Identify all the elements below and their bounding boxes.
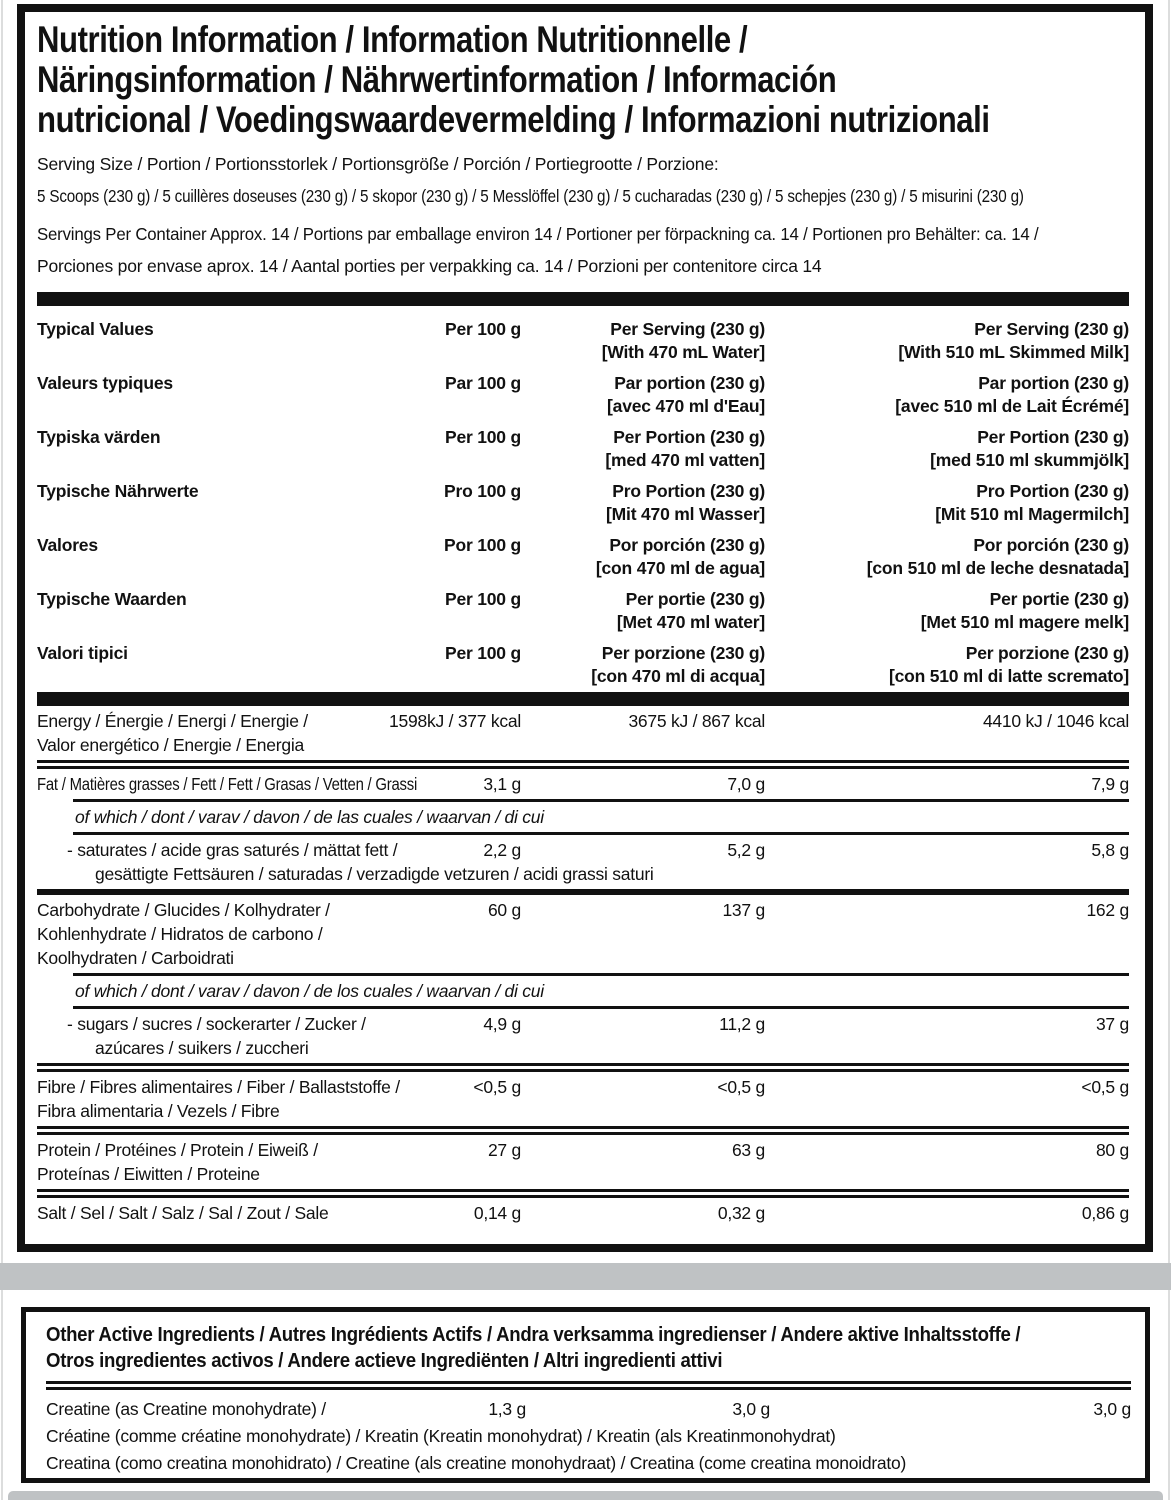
divider-bar-bottom [37,692,1129,706]
value-serving-water: 5,2 g [727,840,765,860]
gray-separator-bar [0,1263,1171,1290]
column-headers [37,310,1129,688]
header-label: Valores [37,535,98,555]
value-serving-milk: <0,5 g [1081,1077,1129,1097]
header-per100: Per 100 g [444,643,521,663]
row-label: Fat / Matières grasses / Fett / Fett / Grasas / Vetten / Grassi [37,774,418,794]
value-serving-water: 63 g [731,1140,765,1160]
header-per-serving-water: Per portie (230 g) [Met 470 ml water] [616,589,765,632]
header-label: Typical Values [37,319,154,339]
other-ingredients-panel [21,1307,1150,1483]
rule [37,1063,1129,1072]
gray-separator-bar-bottom [8,1491,1163,1500]
header-per100: Por 100 g [444,535,521,555]
header-per100: Per 100 g [444,589,521,609]
header-per-serving-water: Per Portion (230 g) [med 470 ml vatten] [605,427,765,470]
header-per-serving-milk: Per Serving (230 g) [With 510 mL Skimmed Milk] [898,319,1129,362]
value-serving-water: 137 g [722,900,765,920]
row-label: Fibre / Fibres alimentaires / Fiber / Ballaststoffe / [37,1077,400,1097]
row-of-which-fat: of which / dont / varav / davon / de las cuales / waarvan / di cui [75,807,544,827]
row-label: Salt / Sel / Salt / Salz / Sal / Zout / Sale [37,1203,329,1223]
servings-per-container-line1: Servings Per Container Approx. 14 / Portions par emballage environ 14 / Portioner per förpackning ca. 14 / Portionen pro Behälter: ca. 14 / [37,224,1039,244]
serving-size-label: Serving Size / Portion / Portionsstorlek / Portionsgröße / Porción / Portiegrootte / Porzione: [37,154,719,174]
row-label: Kohlenhydrate / Hidratos de carbono / [37,924,323,944]
value-serving-milk: 37 g [1095,1014,1129,1034]
header-row-de [37,472,1129,526]
header-per-serving-water: Per Serving (230 g) [With 470 mL Water] [601,319,765,362]
row-creatine-translations [46,1423,1131,1477]
header-row-nl [37,580,1129,634]
row-energy [37,706,1129,760]
header-per-serving-milk: Per Portion (230 g) [med 510 ml skummjölk] [930,427,1129,470]
row-label: Koolhydraten / Carboidrati [37,948,234,968]
servings-per-container-line2: Porciones por envase aprox. 14 / Aantal porties per verpakking ca. 14 / Porzioni per contenitore circa 14 [37,256,822,276]
row-label: Protein / Protéines / Protein / Eiweiß / [37,1140,318,1160]
other-ingredients-title: Other Active Ingredients / Autres Ingrédients Actifs / Andra verksamma ingredienser / Andere aktive Inhaltsstoffe / Otros ingredientes activos / Andere actieve Ingrediënten / Altri ingredienti attivi [46,1324,1021,1372]
row-label: Créatine (comme créatine monohydrate) / Kreatin (Kreatin monohydrat) / Kreatin (als Kreatinmonohydrat) [46,1426,836,1446]
row-label: Proteínas / Eiwitten / Proteine [37,1164,260,1184]
panel-title-line3: nutricional / Voedingswaardevermelding / Informazioni nutrizionali [37,99,990,140]
row-protein [37,1135,1129,1189]
value-serving-milk: 5,8 g [1091,840,1129,860]
value-per100: 0,14 g [473,1203,521,1223]
row-label: Valor energético / Energie / Energia [37,735,304,755]
header-per-serving-water: Por porción (230 g) [con 470 ml de agua] [595,535,765,578]
row-label: gesättigte Fettsäuren / saturadas / verzadigde vetzuren / acidi grassi saturi [95,864,654,884]
value-per100: 1598kJ / 377 kcal [389,711,521,731]
rule [37,1189,1129,1198]
header-label: Typische Waarden [37,589,187,609]
row-label: - sugars / sucres / sockerarter / Zucker / [67,1014,366,1034]
value-serving-milk: 0,86 g [1081,1203,1129,1223]
rule [37,1126,1129,1135]
value-serving-milk: 4410 kJ / 1046 kcal [982,711,1129,731]
row-fat [37,769,1129,799]
row-of-which-carbohydrate: of which / dont / varav / davon / de los cuales / waarvan / di cui [75,981,544,1001]
value-serving-water: 7,0 g [727,774,765,794]
header-per100: Per 100 g [444,319,521,339]
header-per-serving-milk: Por porción (230 g) [con 510 ml de leche desnatada] [866,535,1129,578]
value-per100: 4,9 g [483,1014,521,1034]
rule [46,1381,1131,1390]
panel-title-line2: Näringsinformation / Nährwertinformation / Información [37,59,837,100]
row-carbohydrate [37,895,1129,973]
row-label: Energy / Énergie / Energi / Energie / [37,711,308,731]
serving-info [37,148,1129,282]
header-per-serving-water: Pro Portion (230 g) [Mit 470 ml Wasser] [606,481,765,524]
value-serving-water: 11,2 g [719,1014,765,1034]
value-per100: 27 g [487,1140,521,1160]
row-label: - saturates / acide gras saturés / mättat fett / [67,840,398,860]
row-creatine [46,1396,1131,1423]
value-serving-water: 0,32 g [717,1203,765,1223]
header-per-serving-milk: Per portie (230 g) [Met 510 ml magere melk] [920,589,1129,632]
value-serving-water: <0,5 g [717,1077,765,1097]
row-label: azúcares / suikers / zuccheri [95,1038,309,1058]
value-per100: <0,5 g [473,1077,521,1097]
value-per100: 2,2 g [483,840,521,860]
value-serving-milk: 80 g [1095,1140,1129,1160]
rule [37,760,1129,769]
value-per100: 1,3 g [488,1399,526,1419]
row-label: Fibra alimentaria / Vezels / Fibre [37,1101,280,1121]
value-per100: 60 g [487,900,521,920]
nutrition-panel [17,4,1153,1252]
header-row-en [37,310,1129,364]
serving-size-scoops: 5 Scoops (230 g) / 5 cuillères doseuses (230 g) / 5 skopor (230 g) / 5 Messlöffel (230 g) / 5 cucharadas (230 g) / 5 schepjes (230 g) / 5 misurini (230 g) [37,186,1024,206]
header-per-serving-milk: Per porzione (230 g) [con 510 ml di latte scremato] [888,643,1129,686]
row-fibre [37,1072,1129,1126]
header-label: Valeurs typiques [37,373,173,393]
header-per-serving-milk: Pro Portion (230 g) [Mit 510 ml Magermilch] [935,481,1129,524]
panel-title [37,18,1129,140]
header-per-serving-milk: Par portion (230 g) [avec 510 ml de Lait Écrémé] [895,373,1129,416]
header-per100: Par 100 g [444,373,521,393]
header-per100: Pro 100 g [444,481,521,501]
value-serving-milk: 162 g [1086,900,1129,920]
header-label: Typische Nährwerte [37,481,199,501]
row-salt [37,1198,1129,1228]
value-serving-water: 3675 kJ / 867 kcal [628,711,765,731]
header-per-serving-water: Par portion (230 g) [avec 470 ml d'Eau] [607,373,765,416]
value-serving-milk: 7,9 g [1091,774,1129,794]
value-serving-water: 3,0 g [732,1399,770,1419]
panel-title-line1: Nutrition Information / Information Nutritionnelle / [37,19,748,60]
header-label: Valori tipici [37,643,128,663]
header-row-fr [37,364,1129,418]
header-label: Typiska värden [37,427,161,447]
header-per100: Per 100 g [444,427,521,447]
row-label: Carbohydrate / Glucides / Kolhydrater / [37,900,330,920]
row-label: Creatina (como creatina monohidrato) / Creatine (als creatine monohydraat) / Creatina (come creatina monoidrato) [46,1453,907,1473]
header-row-it [37,634,1129,688]
row-label: Creatine (as Creatine monohydrate) / [46,1399,326,1419]
value-per100: 3,1 g [483,774,521,794]
header-row-es [37,526,1129,580]
divider-bar-top [37,292,1129,306]
header-per-serving-water: Per porzione (230 g) [con 470 ml di acqua] [591,643,765,686]
header-row-sv [37,418,1129,472]
row-sugars [37,1009,1129,1063]
value-serving-milk: 3,0 g [1093,1399,1131,1419]
row-saturates [37,835,1129,889]
